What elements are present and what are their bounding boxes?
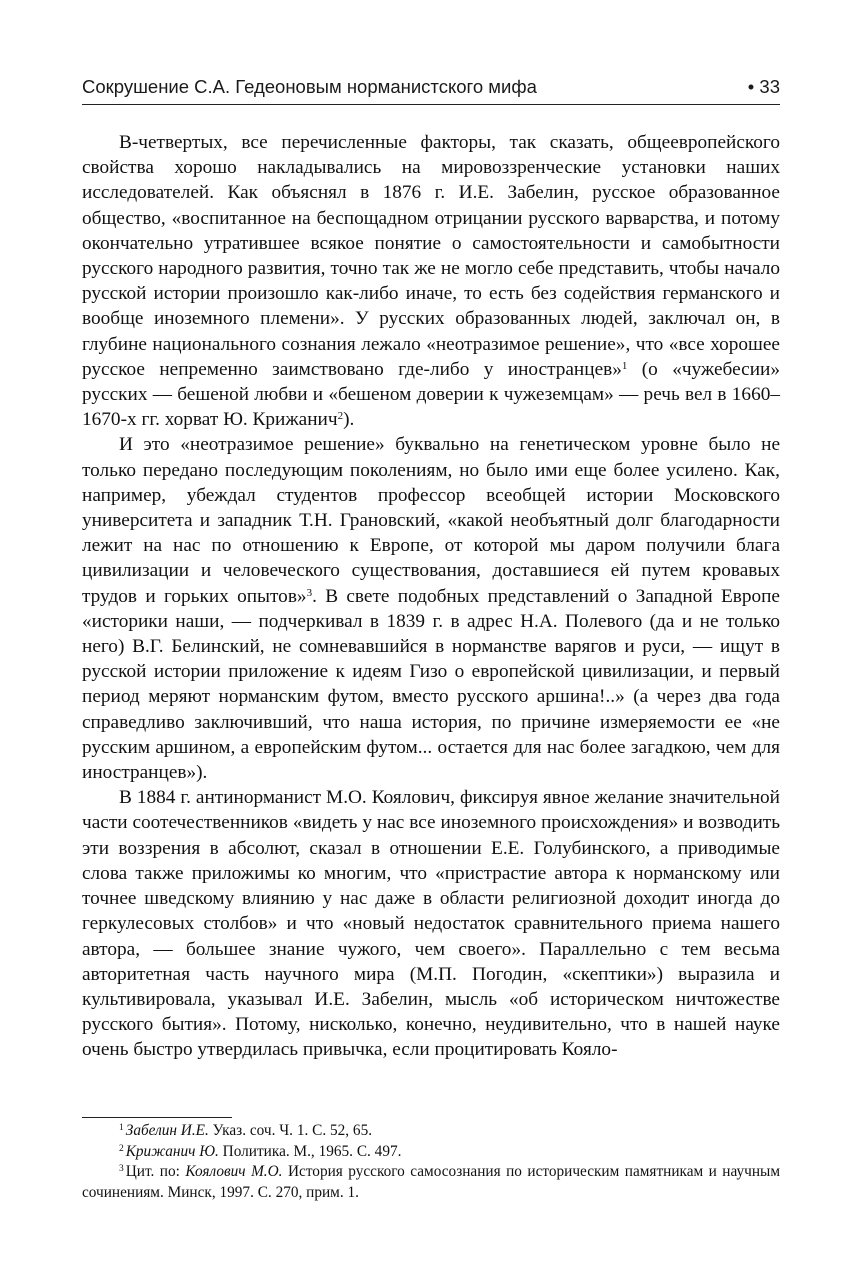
paragraph-text: В-четвертых, все перечисленные факторы, так сказать, общеевропейского свойства хорошо накладывались на мировоззренческие установки наших исследователей. Как объяснял в 1876 г. И.Е. Забелин, русское образованное общество, «воспитанное на беспощадном отрицании русского варварства, и потому окончательно утратившее всякое понятие о самостоятельности и самобытности русского народного развития, точно так же не могло себе представить, чтобы начало русской истории произошло как-либо иначе, то есть без содействия германского и вообще иноземного племени». У русских образованных людей, заключал он, в глубине национального сознания лежало «неотразимое решение», что «все хорошее русское непременно заимствовано где-либо у иностранцев» (82, 132, 780, 380)
paragraph-text: В 1884 г. антинорманист М.О. Коялович, фиксируя явное желание значительной части соотечественников «видеть у нас все иноземного происхождения» и возводить эти воззрения в абсолют, сказал в отношении Е.Е. Голубинского, а приводимые слова также приложимы ко многим, что «пристрастие автора к норманскому или точнее шведскому влиянию у нас даже в области религиозной доходит иногда до геркулесовых столбов» и что «новый недостаток сравнительного приема нашего автора, — большее знание чужого, чем своего». Параллельно с тем весьма авторитетная часть научного мира (М.П. Погодин, «скептики») выразила и культивировала, указывал И.Е. Забелин, мысль «об историческом ничтожестве русского бытия». Потому, нисколько, конечно, неудивительно, что в нашей науке очень быстро утвердилась привычка, если процитировать Кояло- (82, 787, 780, 1061)
paragraph (82, 130, 780, 432)
paragraph (82, 785, 780, 1062)
footnotes (82, 1121, 780, 1203)
header-divider (82, 104, 780, 105)
footnote-text: История русского самосознания по историческим памятникам и научным сочинениям. Минск, 1997. С. 270, прим. 1. (82, 1163, 780, 1201)
footnote-ref: 2 (337, 410, 344, 423)
footnote (82, 1121, 780, 1142)
footnote-author: Крижанич Ю. (125, 1142, 219, 1160)
footnote-ref: 3 (306, 586, 313, 599)
paragraph-text: ). (343, 409, 355, 431)
paragraph-text: (о «чужебесии» русских — бешеной любви и «бешеном доверии к чужеземцам» — речь вел в 1660–1670-х гг. хорват Ю. Крижанич (82, 358, 780, 431)
footnote-number: 2 (119, 1143, 124, 1154)
footnote-divider (82, 1117, 232, 1118)
footnote-text: Политика. М., 1965. С. 497. (218, 1142, 402, 1160)
paragraph-text: . В свете подобных представлений о Западной Европе «историки наши, — подчеркивал в 1839 г. в адрес Н.А. Полевого (да и не только него) В.Г. Белинский, не сомневавшийся в норманстве варягов и руси, — ищут в русской истории приложение к идеям Гизо о европейской цивилизации, и первый период меряют норманским футом, вместо русского аршина!..» (а через два года справедливо заключивший, что наша история, по причине измеряемости ее «не русским аршином, а европейским футом... остается для нас более загадкою, чем для иностранцев»). (82, 585, 780, 784)
footnote-text: Указ. соч. Ч. 1. С. 52, 65. (208, 1122, 373, 1139)
footnote (82, 1142, 780, 1163)
main-text (82, 130, 780, 1063)
paragraph-text: И это «неотразимое решение» буквально на генетическом уровне было не только передано последующим поколениям, но было ими еще более усилено. Как, например, убеждал студентов профессор всеобщей истории Московского университета и западник Т.Н. Грановский, «какой необъятный долг благодарности лежит на нас по отношению к Европе, от которой мы даром получили блага цивилизации и человеческого существования, доставшиеся ей путем кровавых трудов и горьких опытов» (82, 434, 780, 607)
paragraph (82, 432, 780, 785)
footnote-author: Коялович М.О. (185, 1163, 283, 1180)
running-title: Сокрушение С.А. Гедеоновым норманистского мифа (82, 76, 537, 97)
footnote-ref: 1 (621, 359, 628, 372)
footnote-number: 1 (119, 1123, 124, 1133)
footnote-prefix: Цит. по: (125, 1163, 186, 1180)
page-number: • 33 (747, 76, 780, 97)
footnote-number: 3 (119, 1164, 124, 1174)
running-header (82, 74, 780, 104)
footnote-author: Забелин И.Е. (125, 1122, 209, 1139)
footnote (82, 1162, 780, 1203)
